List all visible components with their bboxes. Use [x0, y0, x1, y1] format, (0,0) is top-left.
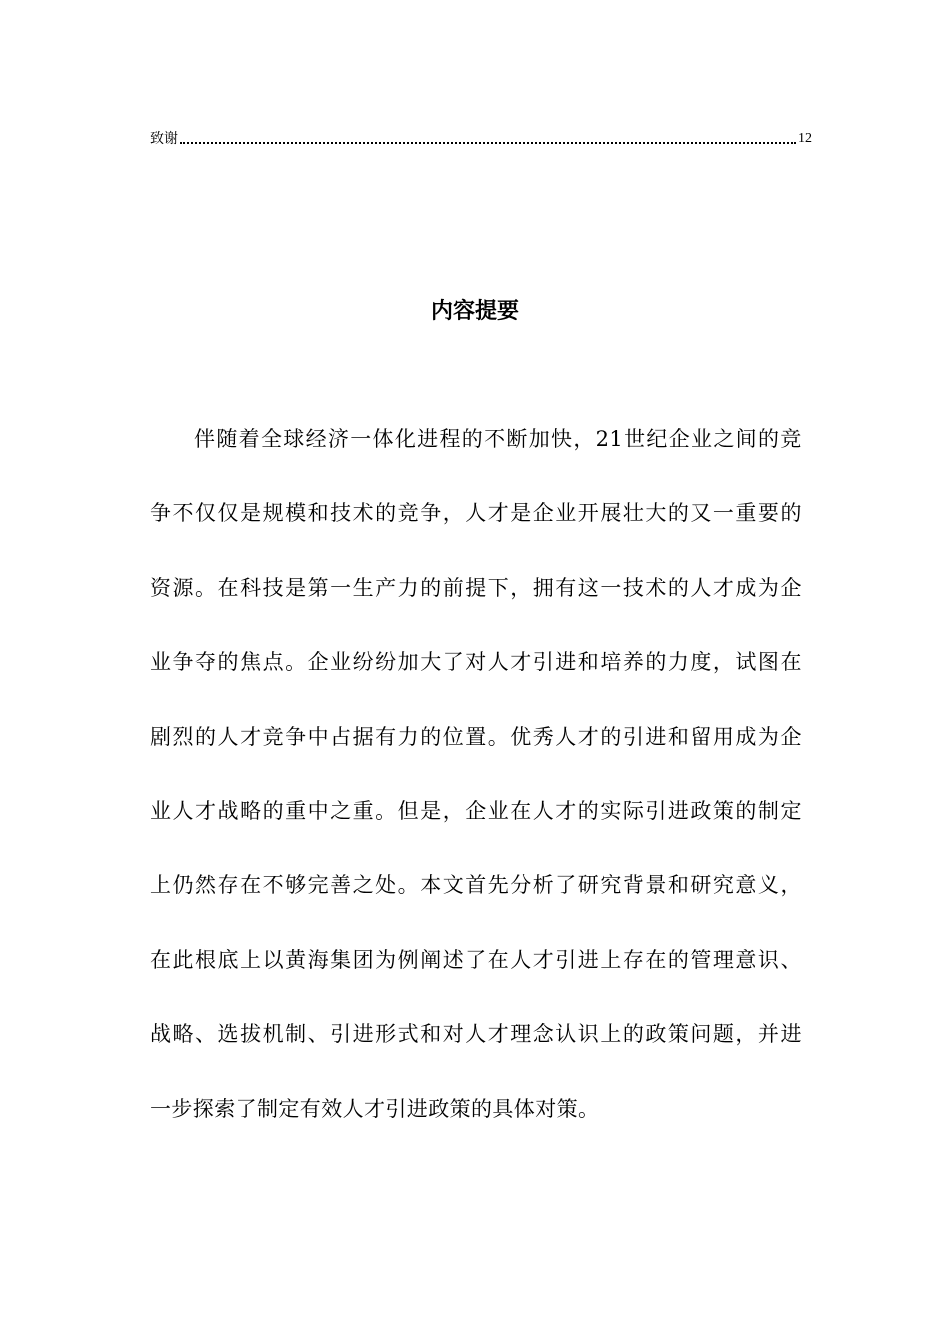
toc-entry-page-number: 12: [798, 131, 812, 146]
toc-entry-label: 致谢: [150, 131, 178, 147]
paragraph-line: 剧 烈 的 人 才 竞 争 中 占 据 有 力 的 位 置 。 优 秀 人 才 的 引 进 和 留 用 成 为 企: [150, 724, 802, 749]
paragraph-line: 上 仍 然 存 在 不 够 完 善 之 处 。 本 文 首 先 分 析 了 研 究 背 景 和 研 究 意 义 ，: [150, 873, 802, 898]
paragraph-line: 业 人 才 战 略 的 重 中 之 重 。 但 是 ， 企 业 在 人 才 的 实 际 引 进 政 策 的 制 定: [150, 798, 802, 823]
toc-entry-acknowledgements[interactable]: [150, 128, 812, 148]
toc-dot-leader: [180, 142, 796, 144]
abstract-paragraph: [150, 417, 802, 1161]
abstract-title: 内容提要: [430, 299, 519, 324]
paragraph-line: 战 略 、 选 拔 机 制 、 引 进 形 式 和 对 人 才 理 念 认 识 上 的 政 策 问 题 ， 并 进: [150, 1022, 802, 1047]
paragraph-line-last: 一步探索了制定有效人才引进政策的具体对策。: [150, 1096, 600, 1121]
paragraph-line: 伴 随 着 全 球 经 济 一 体 化 进 程 的 不 断 加 快 ， 21 世 纪 企 业 之 间 的 竞: [194, 427, 802, 451]
paragraph-line: 资 源 。 在 科 技 是 第 一 生 产 力 的 前 提 下 ， 拥 有 这 一 技 术 的 人 才 成 为 企: [150, 575, 802, 600]
paragraph-line: 业 争 夺 的 焦 点 。 企 业 纷 纷 加 大 了 对 人 才 引 进 和 培 养 的 力 度 ， 试 图 在: [150, 650, 802, 675]
paragraph-line: 在 此 根 底 上 以 黄 海 集 团 为 例 阐 述 了 在 人 才 引 进 上 存 在 的 管 理 意 识 、: [150, 947, 802, 972]
paragraph-line: 争 不 仅 仅 是 规 模 和 技 术 的 竞 争 ， 人 才 是 企 业 开 展 壮 大 的 又 一 重 要 的: [150, 501, 802, 526]
